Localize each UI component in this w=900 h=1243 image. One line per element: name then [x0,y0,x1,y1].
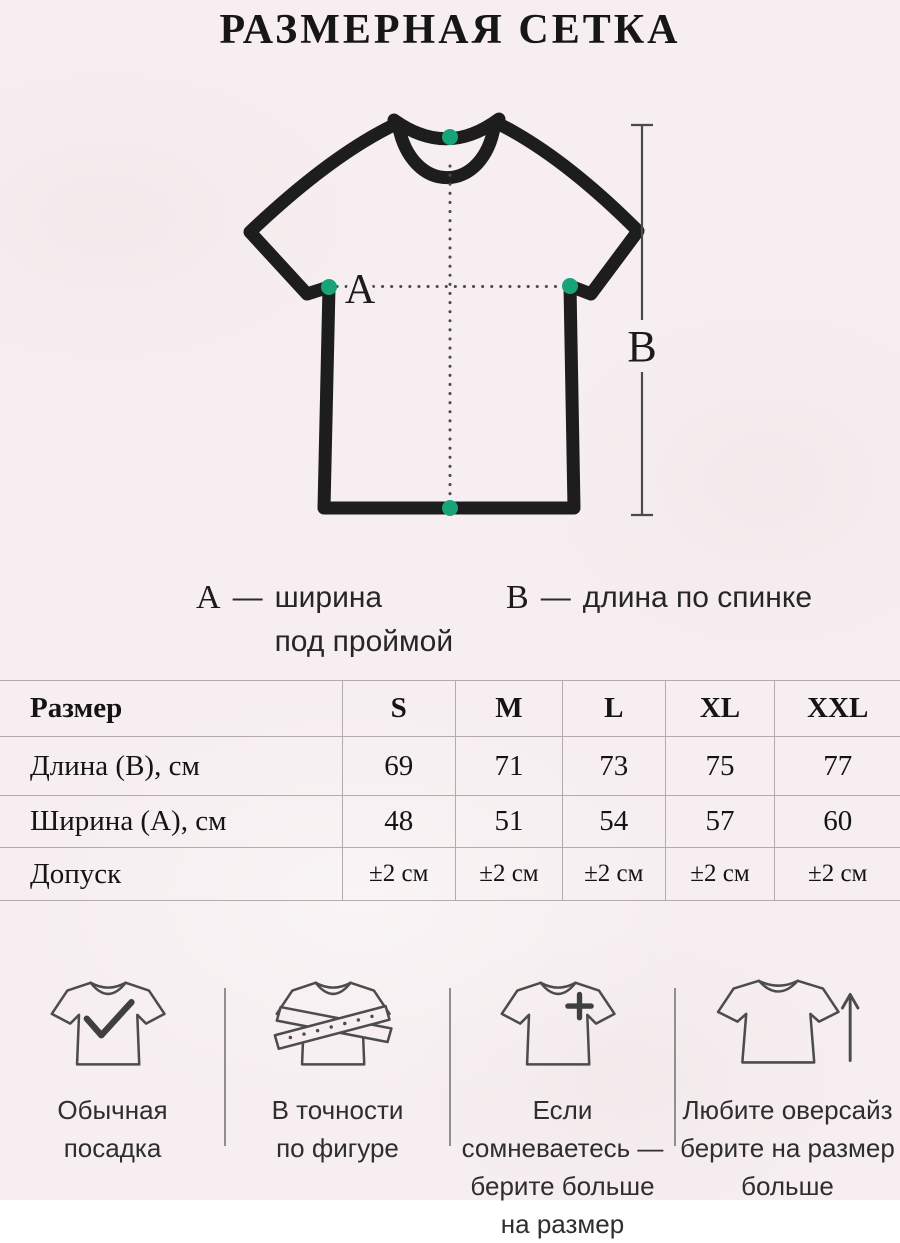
caption-line: берите на размер [680,1133,895,1163]
fit-item-size-up-if-unsure [450,975,675,1243]
hem-anchor-dot [442,500,458,516]
left-armpit-anchor-dot [321,279,337,295]
caption-line: Обычная [57,1095,168,1125]
cell-value: 75 [665,737,775,796]
table-row-width [0,796,900,848]
cell-value: ±2 см [342,848,455,901]
col-header-size: Размер [30,692,123,724]
table-row-length [0,737,900,796]
legend-a-letter: A [196,579,221,616]
fit-guide-divider [674,988,676,1146]
cell-value: 77 [775,737,900,796]
fit-caption [57,1091,167,1167]
caption-line: по фигуре [276,1133,399,1163]
cell-value: ±2 см [455,848,562,901]
tshirt-plus-icon [488,975,638,1077]
fit-guide-divider [224,988,226,1146]
col-header-xl: XL [665,681,775,737]
fit-guide-divider [449,988,451,1146]
measure-b-label: B [627,322,657,371]
cell-value: 57 [665,796,775,848]
fit-item-true-to-size [225,975,450,1243]
caption-line: посадка [63,1133,162,1163]
cell-value: 51 [455,796,562,848]
cell-value: ±2 см [562,848,665,901]
fit-caption [450,1091,675,1243]
legend-a [196,576,453,664]
neck-anchor-dot [442,129,458,145]
cell-value: ±2 см [665,848,775,901]
legend-a-line1: ширина [274,581,383,614]
caption-line: больше [741,1171,834,1201]
tshirt-outline [250,122,638,508]
cell-value: 48 [342,796,455,848]
fit-caption [680,1091,895,1205]
cell-value: 69 [342,737,455,796]
row-label: Длина (B), см [30,749,200,782]
cell-value: 54 [562,796,665,848]
legend-a-dash: — [232,581,263,614]
right-armpit-anchor-dot [562,278,578,294]
legend-a-text [275,576,454,664]
cell-value: 60 [775,796,900,848]
legend-b-dash: — [540,581,571,614]
fit-item-oversize [675,975,900,1243]
size-table [0,680,900,901]
row-label: Ширина (A), см [30,805,227,837]
fit-item-regular [0,975,225,1243]
page-title: РАЗМЕРНАЯ СЕТКА [219,7,681,53]
cell-value: 71 [455,737,562,796]
cell-value: ±2 см [775,848,900,901]
legend-b-line1: длина по спинке [582,581,813,614]
caption-line: берите больше [470,1171,655,1201]
col-header-m: M [455,681,562,737]
legend-b-letter: B [506,579,529,616]
caption-line: Любите оверсайз [682,1095,893,1125]
tshirt-tape-icon [263,975,413,1077]
table-row-tolerance [0,848,900,901]
tshirt-measurement-diagram [240,108,660,518]
caption-line: на размер [500,1209,625,1239]
col-header-s: S [342,681,455,737]
tshirt-arrow-icon [709,975,867,1077]
col-header-l: L [562,681,665,737]
row-label: Допуск [30,857,122,890]
cell-value: 73 [562,737,665,796]
tshirt-check-icon [38,975,188,1077]
measure-a-label: A [344,267,376,313]
fit-caption [272,1091,404,1167]
col-header-xxl: XXL [775,681,900,737]
caption-line: Если сомневаетесь — [461,1095,664,1163]
caption-line: В точности [271,1095,404,1125]
legend-a-line2: под проймой [274,625,454,658]
legend-b-text [583,576,812,620]
measure-b-line [631,125,653,515]
size-table-header-row [0,681,900,737]
legend-b [506,576,812,620]
